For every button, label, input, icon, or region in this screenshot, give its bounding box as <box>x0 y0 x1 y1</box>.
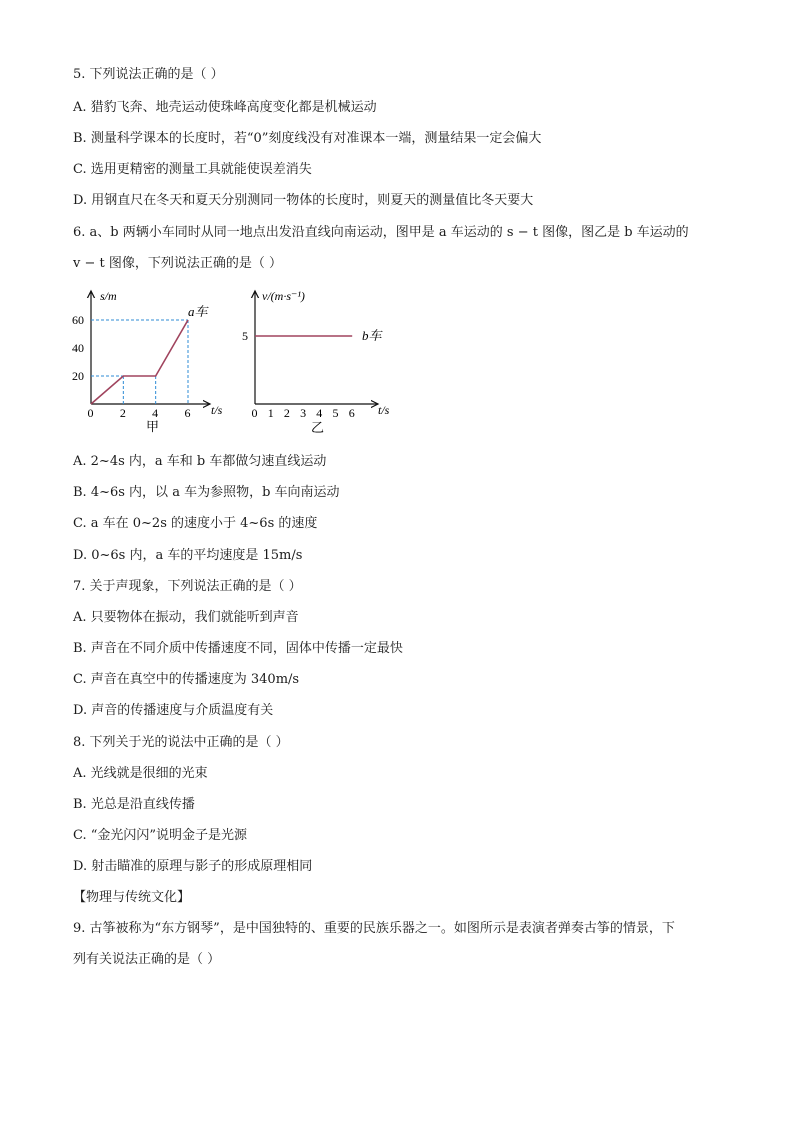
q6-stem-line2: v − t 图像，下列说法正确的是（ ） <box>73 256 282 271</box>
jia-y-tick: 60 <box>72 313 84 327</box>
yi-x-label: t/s <box>378 403 390 417</box>
jia-y-tick: 40 <box>72 341 84 355</box>
yi-x-tick: 4 <box>316 406 323 420</box>
yi-y-tick: 5 <box>242 329 248 343</box>
jia-series-label: a车 <box>188 304 208 319</box>
q5-option-c: C. 选用更精密的测量工具就能使误差消失 <box>73 162 312 177</box>
q6-option-d: D. 0~6s 内，a 车的平均速度是 15m/s <box>73 548 303 563</box>
jia-x-tick: 2 <box>119 406 126 420</box>
jia-series-a <box>91 320 188 404</box>
q8-stem: 8. 下列关于光的说法中正确的是（ ） <box>73 735 289 750</box>
q7-stem: 7. 关于声现象，下列说法正确的是（ ） <box>73 579 302 594</box>
q6-figure <box>0 285 794 445</box>
q6-option-c: C. a 车在 0~2s 的速度小于 4~6s 的速度 <box>73 516 318 531</box>
jia-y-tick: 20 <box>72 369 84 383</box>
q5-option-a: A. 猎豹飞奔、地壳运动使珠峰高度变化都是机械运动 <box>73 100 377 115</box>
yi-x-tick: 6 <box>348 406 355 420</box>
q8-option-a: A. 光线就是很细的光束 <box>73 766 208 781</box>
jia-x-tick-labels <box>88 406 191 420</box>
q7-option-d: D. 声音的传播速度与介质温度有关 <box>73 703 274 718</box>
q9-stem-line1: 9. 古筝被称为“东方钢琴”，是中国独特的、重要的民族乐器之一。如图所示是表演者弹奏古筝的情景，下 <box>73 921 675 936</box>
yi-x-tick: 5 <box>332 406 339 420</box>
section-heading: 【物理与传统文化】 <box>73 890 191 905</box>
yi-title: 乙 <box>311 420 325 435</box>
yi-y-tick-labels <box>242 329 248 343</box>
jia-x-tick: 6 <box>184 406 191 420</box>
q8-option-c: C. “金光闪闪”说明金子是光源 <box>73 828 248 843</box>
q7-option-c: C. 声音在真空中的传播速度为 340m/s <box>73 672 300 687</box>
q5-option-d: D. 用钢直尺在冬天和夏天分别测同一物体的长度时，则夏天的测量值比冬天要大 <box>73 193 534 208</box>
q8-option-b: B. 光总是沿直线传播 <box>73 797 195 812</box>
yi-x-tick: 1 <box>267 406 274 420</box>
yi-y-label: v/(m·s⁻¹) <box>262 289 305 303</box>
jia-title: 甲 <box>146 419 160 434</box>
yi-x-tick-labels <box>252 406 355 420</box>
jia-x-label: t/s <box>211 403 223 417</box>
q7-option-b: B. 声音在不同介质中传播速度不同，固体中传播一定最快 <box>73 641 403 656</box>
q6-option-b: B. 4~6s 内，以 a 车为参照物，b 车向南运动 <box>73 485 340 500</box>
jia-y-label: s/m <box>100 289 117 303</box>
q7-option-a: A. 只要物体在振动，我们就能听到声音 <box>73 610 299 625</box>
yi-x-tick: 0 <box>251 406 258 420</box>
chart-yi <box>242 289 390 435</box>
q6-option-a: A. 2~4s 内，a 车和 b 车都做匀速直线运动 <box>73 454 327 469</box>
chart-jia <box>72 289 223 434</box>
yi-x-tick: 2 <box>283 406 290 420</box>
yi-x-tick: 3 <box>300 406 307 420</box>
jia-x-tick: 0 <box>87 406 94 420</box>
q5-stem: 5. 下列说法正确的是（ ） <box>73 67 224 82</box>
q8-option-d: D. 射击瞄准的原理与影子的形成原理相同 <box>73 859 313 874</box>
q5-option-b: B. 测量科学课本的长度时，若“0”刻度线没有对准课本一端，测量结果一定会偏大 <box>73 131 542 146</box>
yi-series-label: b车 <box>362 328 382 343</box>
q6-stem-line1: 6. a、b 两辆小车同时从同一地点出发沿直线向南运动，图甲是 a 车运动的 s − t 图像，图乙是 b 车运动的 <box>73 225 689 240</box>
jia-x-tick: 4 <box>152 406 159 420</box>
q9-stem-line2: 列有关说法正确的是（ ） <box>73 952 221 967</box>
jia-y-tick-labels <box>72 313 84 383</box>
